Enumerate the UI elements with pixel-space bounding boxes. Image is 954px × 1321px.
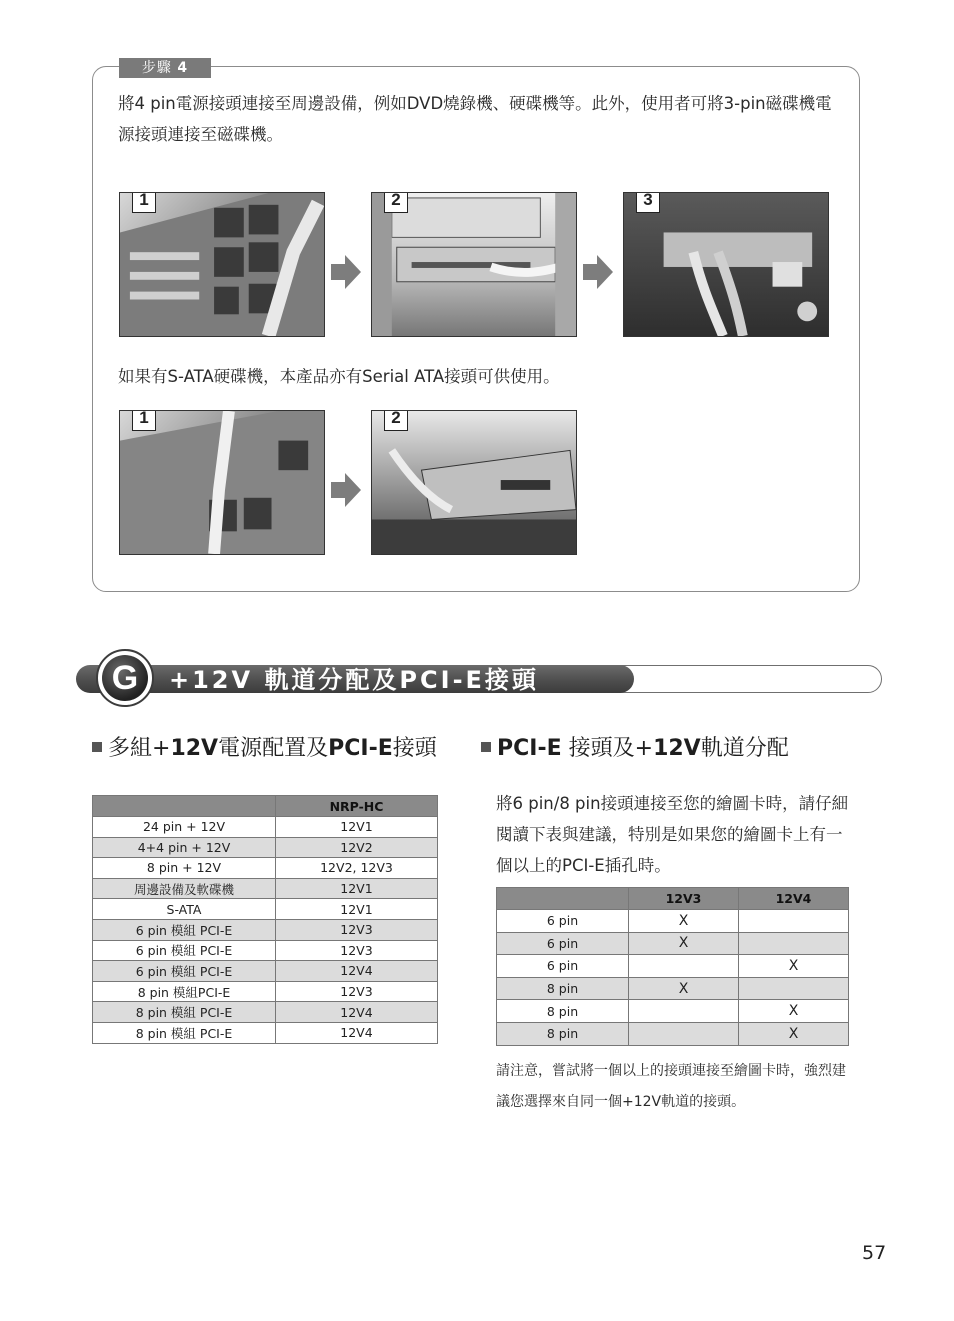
photo-sata-psu (119, 410, 325, 555)
table-cell (629, 1000, 739, 1023)
table-cell: 12V3 (276, 919, 438, 940)
table-cell: X (739, 1000, 849, 1023)
table-row (93, 1002, 438, 1023)
table-row (497, 932, 849, 955)
table-cell: 8 pin 模組 PCI-E (93, 1022, 276, 1043)
table-header-cell: 12V3 (629, 888, 739, 910)
step-instructions: 將4 pin電源接頭連接至周邊設備，例如DVD燒錄機、硬碟機等。此外，使用者可將3-pin磁碟機電源接頭連接至磁碟機。 (118, 94, 832, 144)
table-row (93, 899, 438, 920)
table-cell: 12V1 (276, 817, 438, 838)
table-cell: 6 pin 模組 PCI-E (93, 919, 276, 940)
table-header-cell: 12V4 (739, 888, 849, 910)
table-cell: 12V1 (276, 899, 438, 920)
step-label: 步驟 4 (119, 58, 211, 78)
table-cell: X (739, 1022, 849, 1045)
table-cell: 12V4 (276, 1022, 438, 1043)
table-cell: X (629, 932, 739, 955)
table-row (93, 919, 438, 940)
pcie-intro-text: 將6 pin/8 pin接頭連接至您的繪圖卡時，請仔細閱讀下表與建議，特別是如果您的繪圖卡上有一個以上的PCI-E插孔時。 (496, 794, 849, 875)
table-cell: 8 pin (497, 1022, 629, 1045)
table-row (497, 955, 849, 978)
table-cell (629, 955, 739, 978)
table-cell: 12V2 (276, 837, 438, 858)
table-cell: 8 pin (497, 1000, 629, 1023)
table-cell: 周邊設備及軟碟機 (93, 878, 276, 899)
section-letter: G (102, 655, 148, 701)
photo-drive-cables (623, 192, 829, 337)
photo-number: 2 (384, 192, 408, 213)
right-subheading: PCI-E 接頭及+12V軌道分配 (481, 731, 789, 762)
table-row (93, 878, 438, 899)
photo-number: 3 (636, 192, 660, 213)
section-title: +12V 軌道分配及PCI-E接頭 (169, 666, 539, 694)
photo-sata-drive (371, 410, 577, 555)
table-row (93, 1022, 438, 1043)
recommendation-note: 請注意，嘗試將一個以上的接頭連接至繪圖卡時，強烈建議您選擇來自同一個+12V軌道的接頭。 (496, 1063, 846, 1110)
table-cell: 8 pin (497, 977, 629, 1000)
arrow-right-icon (331, 473, 361, 507)
table-row (93, 817, 438, 838)
table-cell: 12V3 (276, 940, 438, 961)
table-cell (739, 932, 849, 955)
section-letter-badge (96, 649, 154, 707)
table-cell: 6 pin 模組 PCI-E (93, 940, 276, 961)
photo-psu-connectors (119, 192, 325, 337)
left-subheading: 多組+12V電源配置及PCI-E接頭 (92, 731, 437, 762)
table-cell (739, 910, 849, 933)
table-header-cell: NRP-HC (276, 796, 438, 817)
table-cell: 6 pin (497, 910, 629, 933)
table-row (93, 961, 438, 982)
arrow-right-icon (331, 255, 361, 289)
table-cell: X (629, 977, 739, 1000)
table-cell: S-ATA (93, 899, 276, 920)
table-header-cell (93, 796, 276, 817)
table-cell: 12V2, 12V3 (276, 858, 438, 879)
table-cell: X (739, 955, 849, 978)
table-cell: 24 pin + 12V (93, 817, 276, 838)
table-row (93, 940, 438, 961)
table-cell: 6 pin 模組 PCI-E (93, 961, 276, 982)
table-row (93, 981, 438, 1002)
table-cell (739, 977, 849, 1000)
table-cell: 6 pin (497, 932, 629, 955)
table-cell: 8 pin 模組 PCI-E (93, 1002, 276, 1023)
arrow-right-icon (583, 255, 613, 289)
photo-drive-bay (371, 192, 577, 337)
table-header-cell (497, 888, 629, 910)
table-row (93, 837, 438, 858)
bullet-square-icon (92, 742, 102, 752)
table-cell: X (629, 910, 739, 933)
bullet-square-icon (481, 742, 491, 752)
table-cell: 12V4 (276, 1002, 438, 1023)
table-row (497, 977, 849, 1000)
table-cell: 4+4 pin + 12V (93, 837, 276, 858)
table-cell: 12V1 (276, 878, 438, 899)
photo-number: 1 (132, 410, 156, 431)
table-cell: 8 pin 模組PCI-E (93, 981, 276, 1002)
table-cell: 8 pin + 12V (93, 858, 276, 879)
section-header (76, 659, 882, 697)
table-cell (629, 1022, 739, 1045)
photo-number: 1 (132, 192, 156, 213)
sata-instructions: 如果有S-ATA硬碟機，本產品亦有Serial ATA接頭可供使用。 (118, 367, 560, 386)
table-row (497, 1000, 849, 1023)
table-row (497, 910, 849, 933)
table-row (497, 1022, 849, 1045)
page-number: 57 (862, 1242, 887, 1264)
table-cell: 12V3 (276, 981, 438, 1002)
table-cell: 6 pin (497, 955, 629, 978)
rail-assignment-table (92, 795, 438, 1044)
pcie-rail-table (496, 887, 849, 1046)
table-cell: 12V4 (276, 961, 438, 982)
photo-number: 2 (384, 410, 408, 431)
table-row (93, 858, 438, 879)
